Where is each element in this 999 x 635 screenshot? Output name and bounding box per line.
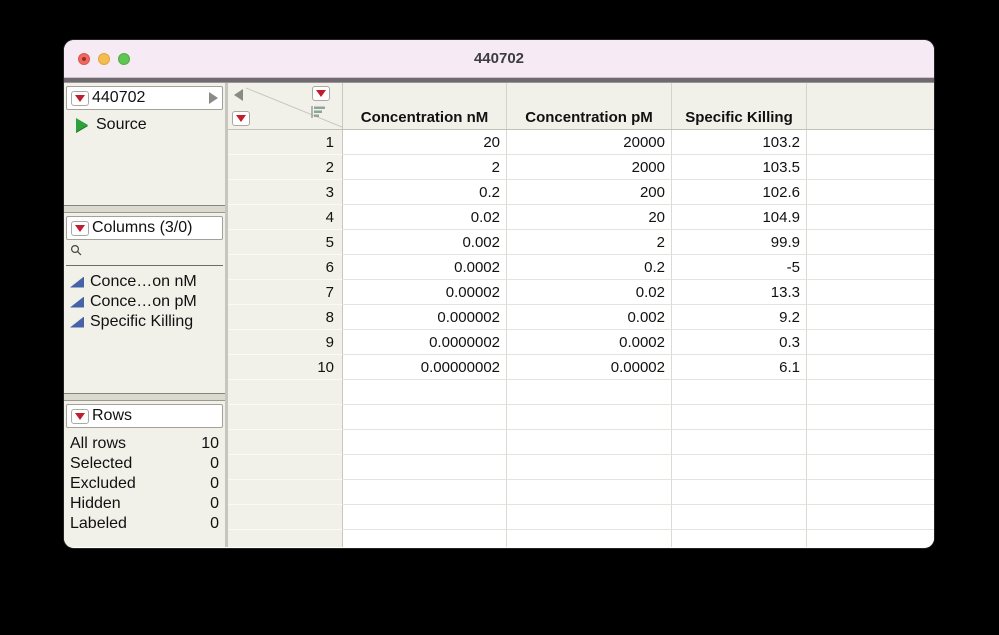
table-menu-icon[interactable] xyxy=(71,91,89,106)
rows-stat-value: 0 xyxy=(210,455,219,472)
table-row xyxy=(228,530,934,547)
data-cell[interactable] xyxy=(672,455,807,480)
rows-stat-row xyxy=(70,474,219,494)
table-panel-title: 440702 xyxy=(92,89,146,106)
table-panel-header[interactable] xyxy=(66,86,223,110)
data-cell[interactable] xyxy=(807,330,934,355)
data-cell[interactable]: 102.6 xyxy=(672,180,807,205)
table-row xyxy=(228,480,934,505)
data-cell[interactable] xyxy=(807,155,934,180)
data-cell[interactable] xyxy=(343,505,507,530)
data-cell[interactable] xyxy=(807,180,934,205)
rows-stat-value: 0 xyxy=(210,475,219,492)
data-cell[interactable]: 9.2 xyxy=(672,305,807,330)
row-number-cell[interactable] xyxy=(228,405,343,430)
table-row xyxy=(228,180,934,205)
sidebar xyxy=(64,83,228,547)
row-number-cell[interactable]: 2 xyxy=(228,155,343,180)
grid-body xyxy=(228,130,934,547)
data-cell[interactable]: 20 xyxy=(343,130,507,155)
jmp-data-table-window xyxy=(64,40,934,548)
source-label: Source xyxy=(96,116,147,133)
row-number-cell[interactable]: 3 xyxy=(228,180,343,205)
columns-search-input[interactable] xyxy=(83,244,193,260)
rows-panel-title: Rows xyxy=(92,407,133,424)
rows-stat-value: 0 xyxy=(210,515,219,532)
rows-stat-value: 0 xyxy=(210,495,219,512)
search-icon xyxy=(70,244,83,257)
data-cell[interactable]: 200 xyxy=(507,180,672,205)
continuous-column-icon xyxy=(70,317,84,328)
column-list-item[interactable] xyxy=(68,292,225,312)
data-cell[interactable]: 0.02 xyxy=(507,280,672,305)
data-cell[interactable]: 2 xyxy=(507,230,672,255)
data-cell[interactable]: 0.0002 xyxy=(343,255,507,280)
row-number-cell[interactable]: 7 xyxy=(228,280,343,305)
rows-stat-row xyxy=(70,434,219,454)
rows-panel-header[interactable] xyxy=(66,404,223,428)
data-cell[interactable]: 6.1 xyxy=(672,355,807,380)
row-number-cell[interactable]: 9 xyxy=(228,330,343,355)
data-cell[interactable]: 0.3 xyxy=(672,330,807,355)
rows-menu-icon[interactable] xyxy=(71,409,89,424)
data-cell[interactable] xyxy=(343,405,507,430)
panel-splitter[interactable] xyxy=(64,393,225,401)
rows-header-menu-icon[interactable] xyxy=(232,111,250,126)
data-cell[interactable]: 20000 xyxy=(507,130,672,155)
rows-stat-row xyxy=(70,514,219,534)
column-header-specific-killing[interactable]: Specific Killing xyxy=(672,83,807,129)
data-cell[interactable] xyxy=(507,455,672,480)
window-title: 440702 xyxy=(473,50,525,67)
titlebar[interactable] xyxy=(64,40,934,78)
columns-search[interactable] xyxy=(66,242,223,266)
data-cell[interactable] xyxy=(672,480,807,505)
row-number-cell[interactable] xyxy=(228,430,343,455)
data-cell[interactable] xyxy=(807,430,934,455)
row-number-cell[interactable] xyxy=(228,455,343,480)
column-list-item[interactable] xyxy=(68,272,225,292)
data-cell[interactable] xyxy=(343,380,507,405)
table-row xyxy=(228,255,934,280)
row-number-cell[interactable] xyxy=(228,505,343,530)
column-list-item-label: Conce…on nM xyxy=(90,273,197,290)
data-cell[interactable]: 104.9 xyxy=(672,205,807,230)
data-cell[interactable]: 0.0000002 xyxy=(343,330,507,355)
table-row xyxy=(228,455,934,480)
data-cell[interactable]: 0.00002 xyxy=(343,280,507,305)
data-cell[interactable]: -5 xyxy=(672,255,807,280)
data-cell[interactable] xyxy=(507,380,672,405)
data-cell[interactable]: 0.002 xyxy=(507,305,672,330)
table-row xyxy=(228,330,934,355)
continuous-column-icon xyxy=(70,277,84,288)
data-cell[interactable] xyxy=(807,255,934,280)
column-list-item[interactable] xyxy=(68,312,225,332)
columns-panel-header[interactable] xyxy=(66,216,223,240)
rows-panel xyxy=(64,401,225,547)
data-cell[interactable]: 99.9 xyxy=(672,230,807,255)
table-row xyxy=(228,305,934,330)
data-cell[interactable] xyxy=(672,505,807,530)
rows-stat-value: 10 xyxy=(201,435,219,452)
table-row xyxy=(228,430,934,455)
data-cell[interactable] xyxy=(807,205,934,230)
data-cell[interactable] xyxy=(807,305,934,330)
rows-stat-label: Excluded xyxy=(70,475,136,492)
chevron-right-icon[interactable] xyxy=(209,92,218,104)
table-row xyxy=(228,205,934,230)
data-cell[interactable] xyxy=(807,455,934,480)
grid-corner-cell[interactable] xyxy=(228,83,343,129)
rows-stats-list xyxy=(64,430,225,534)
data-cell[interactable] xyxy=(807,380,934,405)
rows-stat-label: Selected xyxy=(70,455,133,472)
data-cell[interactable]: 0.002 xyxy=(343,230,507,255)
data-cell[interactable]: 2 xyxy=(343,155,507,180)
rows-stat-label: Hidden xyxy=(70,495,121,512)
columns-list xyxy=(64,266,225,332)
table-row xyxy=(228,155,934,180)
collapse-sidebar-icon[interactable] xyxy=(234,89,243,101)
data-cell[interactable] xyxy=(807,480,934,505)
data-cell[interactable] xyxy=(807,280,934,305)
data-cell[interactable] xyxy=(507,430,672,455)
panel-splitter[interactable] xyxy=(64,205,225,213)
column-header-empty[interactable] xyxy=(807,83,934,129)
rows-stat-row xyxy=(70,494,219,514)
data-cell[interactable] xyxy=(507,480,672,505)
row-number-cell[interactable]: 5 xyxy=(228,230,343,255)
data-cell[interactable]: 0.000002 xyxy=(343,305,507,330)
data-cell[interactable] xyxy=(507,505,672,530)
row-number-cell[interactable]: 6 xyxy=(228,255,343,280)
row-number-cell[interactable] xyxy=(228,480,343,505)
column-list-item-label: Specific Killing xyxy=(90,313,194,330)
data-cell[interactable] xyxy=(507,405,672,430)
columns-panel-title: Columns (3/0) xyxy=(92,219,193,236)
data-cell[interactable]: 0.2 xyxy=(343,180,507,205)
data-cell[interactable] xyxy=(672,530,807,547)
data-cell[interactable]: 0.0002 xyxy=(507,330,672,355)
rows-stat-label: All rows xyxy=(70,435,127,452)
row-number-cell[interactable]: 10 xyxy=(228,355,343,380)
data-cell[interactable]: 2000 xyxy=(507,155,672,180)
data-cell[interactable] xyxy=(807,405,934,430)
data-cell[interactable] xyxy=(343,530,507,547)
data-cell[interactable] xyxy=(672,380,807,405)
data-cell[interactable] xyxy=(672,405,807,430)
data-cell[interactable] xyxy=(343,430,507,455)
row-number-cell[interactable]: 4 xyxy=(228,205,343,230)
rows-stat-label: Labeled xyxy=(70,515,127,532)
row-number-cell[interactable] xyxy=(228,380,343,405)
data-cell[interactable] xyxy=(807,355,934,380)
columns-panel xyxy=(64,213,225,393)
data-cell[interactable] xyxy=(343,480,507,505)
minimize-icon[interactable] xyxy=(98,53,110,65)
column-header-concentration-nm[interactable]: Concentration nM xyxy=(343,83,507,129)
data-cell[interactable] xyxy=(807,505,934,530)
source-script-icon[interactable] xyxy=(76,118,88,132)
data-cell[interactable] xyxy=(807,530,934,547)
row-number-cell[interactable]: 8 xyxy=(228,305,343,330)
column-header-concentration-pm[interactable]: Concentration pM xyxy=(507,83,672,129)
traffic-lights xyxy=(78,40,130,77)
data-cell[interactable] xyxy=(672,430,807,455)
rows-stat-row xyxy=(70,454,219,474)
table-panel xyxy=(64,83,225,205)
table-row xyxy=(228,230,934,255)
data-cell[interactable]: 0.2 xyxy=(507,255,672,280)
table-row xyxy=(228,380,934,405)
table-row xyxy=(228,130,934,155)
columns-header-menu-icon[interactable] xyxy=(312,86,330,101)
table-row xyxy=(228,280,934,305)
data-cell[interactable]: 0.00000002 xyxy=(343,355,507,380)
data-grid xyxy=(228,83,934,547)
column-list-item-label: Conce…on pM xyxy=(90,293,197,310)
data-cell[interactable] xyxy=(343,455,507,480)
data-cell[interactable]: 20 xyxy=(507,205,672,230)
data-cell[interactable]: 13.3 xyxy=(672,280,807,305)
continuous-column-icon xyxy=(70,297,84,308)
table-row xyxy=(228,355,934,380)
data-cell[interactable] xyxy=(807,130,934,155)
data-cell[interactable]: 103.2 xyxy=(672,130,807,155)
data-cell[interactable] xyxy=(807,230,934,255)
sidebar-item-source[interactable] xyxy=(64,112,225,134)
data-cell[interactable]: 0.00002 xyxy=(507,355,672,380)
close-icon[interactable] xyxy=(78,53,90,65)
table-row xyxy=(228,405,934,430)
data-cell[interactable]: 103.5 xyxy=(672,155,807,180)
data-cell[interactable]: 0.02 xyxy=(343,205,507,230)
row-order-icon xyxy=(311,105,326,119)
table-row xyxy=(228,505,934,530)
columns-menu-icon[interactable] xyxy=(71,221,89,236)
row-number-cell[interactable]: 1 xyxy=(228,130,343,155)
grid-header-row xyxy=(228,83,934,130)
data-cell[interactable] xyxy=(507,530,672,547)
zoom-icon[interactable] xyxy=(118,53,130,65)
row-number-cell[interactable] xyxy=(228,530,343,547)
